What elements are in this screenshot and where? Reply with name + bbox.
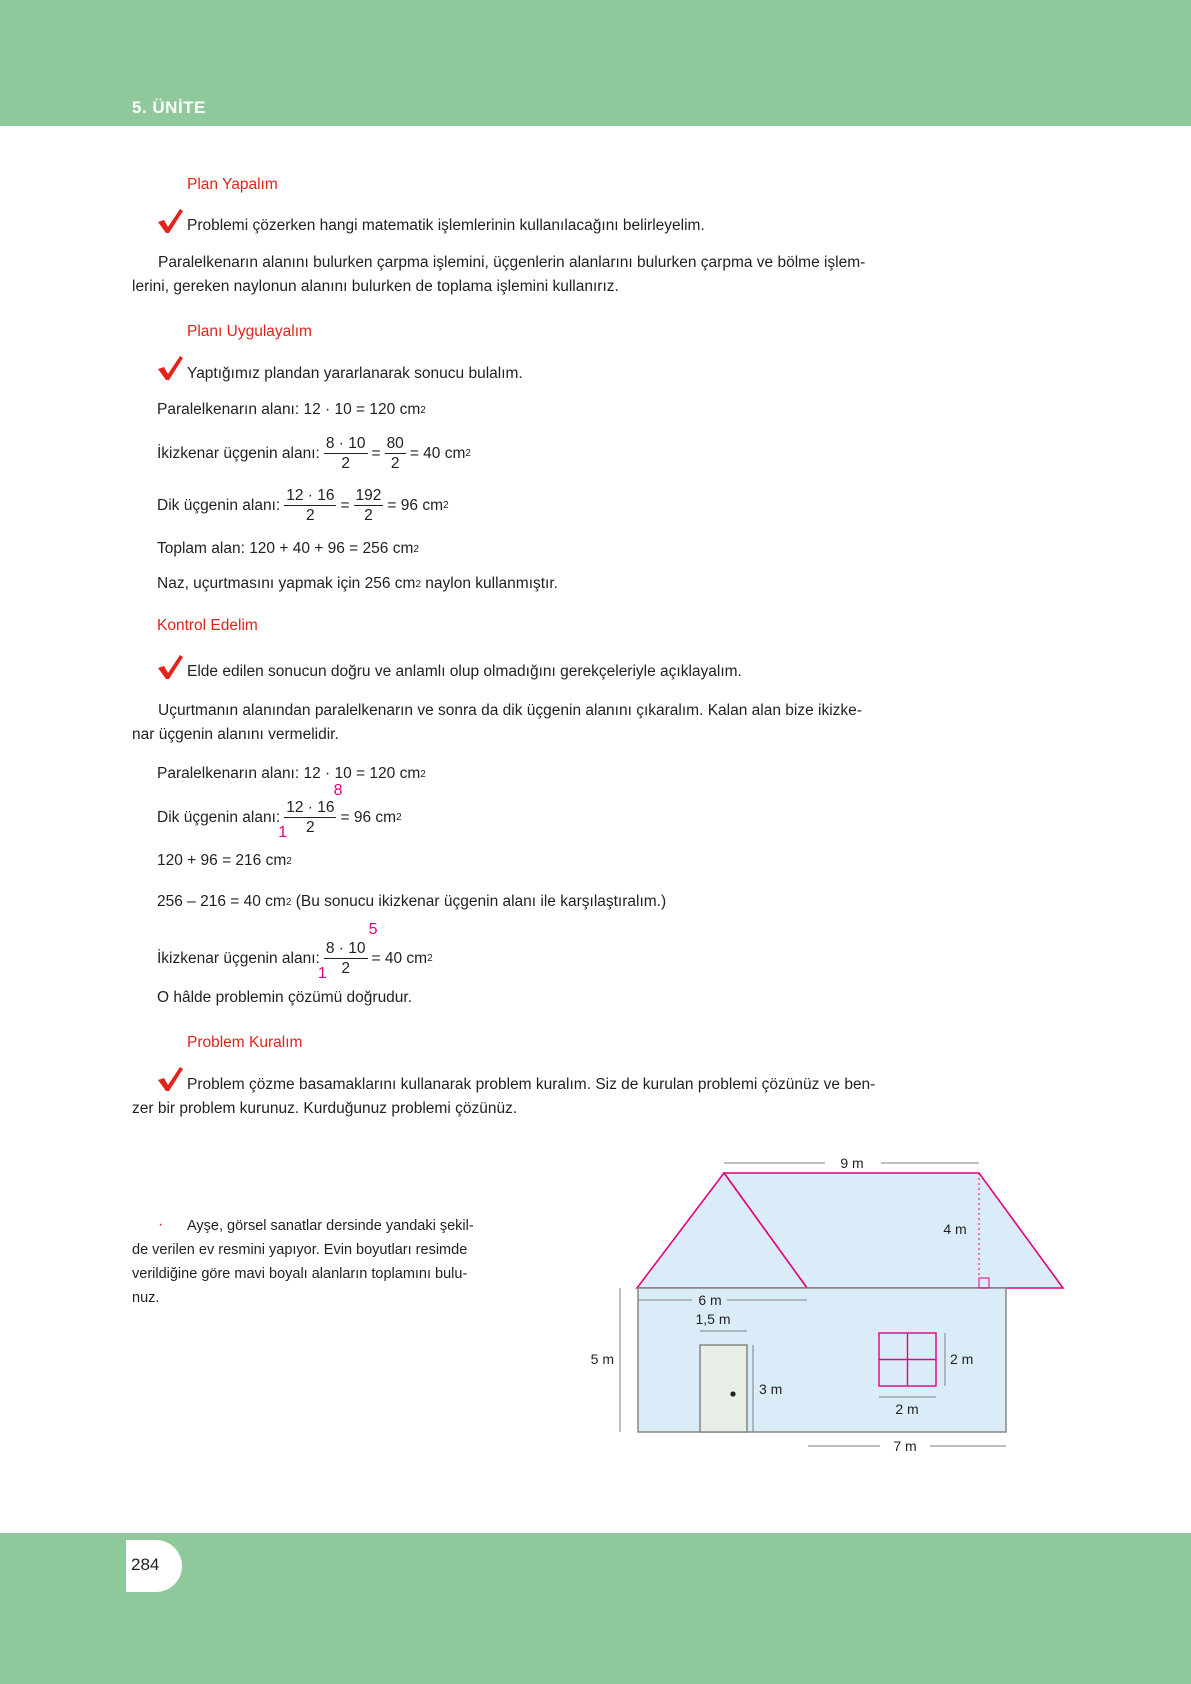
label-window-width: 2 m [895, 1401, 919, 1417]
sup: 2 [427, 953, 433, 964]
sup: 2 [443, 500, 449, 511]
unit-label: 5. ÜNİTE [132, 98, 206, 117]
label-wall-width: 7 m [893, 1438, 917, 1454]
check-heading: Kontrol Edelim [157, 617, 258, 634]
right-label: Dik üçgenin alanı: [157, 496, 281, 514]
plan-paragraph-line-2: lerini, gereken naylonun alanını bulurken de toplama işlemini kullanırız. [132, 278, 619, 295]
create-check-line-1: Problem çözme basamaklarını kullanarak problem kuralım. Siz de kurulan problemi çözünüz ve ben- [187, 1076, 876, 1093]
sup: 2 [286, 855, 292, 867]
sup: 2 [413, 543, 419, 555]
check-paragraph-line-1: Uçurtmanın alanından paralelkenarın ve sonra da dik üçgenin alanını çıkaralım. Kalan alan bize ikizke- [158, 702, 862, 719]
result: = 40 cm [409, 444, 466, 462]
label-window-height: 2 m [950, 1351, 974, 1367]
isosceles-label: İkizkenar üçgenin alanı: [157, 444, 320, 462]
problem-line-3: verildiğine göre mavi boyalı alanların toplamını bulu- [132, 1266, 468, 1282]
denominator: 2 [390, 455, 400, 472]
cancel-bottom: 1 [317, 965, 327, 982]
diff-a: 256 – 216 = 40 cm [157, 893, 286, 910]
equals: = [340, 496, 350, 514]
right-label: Dik üçgenin alanı: [157, 808, 281, 826]
check-conclusion: O hâlde problemin çözümü doğrudur. [157, 989, 413, 1006]
door [700, 1345, 747, 1432]
label-roof-height: 4 m [943, 1221, 967, 1237]
check-check-text: Elde edilen sonucun doğru ve anlamlı olup olmadığını gerekçeleriyle açıklayalım. [187, 663, 742, 680]
numerator: 8 · 10 [325, 435, 366, 452]
conclusion-a: Naz, uçurtmasını yapmak için 256 cm [157, 575, 416, 592]
diff-b: (Bu sonucu ikizkenar üçgenin alanı ile karşılaştıralım.) [291, 893, 667, 910]
label-triangle-base: 6 m [698, 1292, 722, 1308]
apply-check-text: Yaptığımız plandan yararlanarak sonucu bulalım. [187, 365, 523, 382]
numerator: 192 [355, 487, 382, 504]
cancel-top: 5 [368, 921, 378, 938]
page-number: 284 [131, 1555, 160, 1574]
numerator: 8 · 10 [325, 940, 366, 957]
sup: 2 [396, 812, 402, 823]
bullet: · [158, 1216, 164, 1233]
cancel-top: 8 [333, 782, 343, 799]
sup: 2 [415, 578, 421, 590]
numerator: 80 [386, 435, 404, 452]
result: = 96 cm [340, 808, 397, 826]
numerator: 12 · 16 [286, 799, 335, 816]
equals: = [371, 444, 381, 462]
label-wall-height: 5 m [590, 1351, 614, 1367]
denominator: 2 [306, 819, 315, 836]
check-paragraph-line-2: nar üçgenin alanını vermelidir. [132, 726, 339, 743]
label-door-width: 1,5 m [695, 1311, 731, 1327]
line1: Paralelkenarın alanı: 12 · 10 = 120 cm [157, 765, 421, 782]
sup: 2 [465, 448, 471, 459]
apply-line1: Paralelkenarın alanı: 12 · 10 = 120 cm [157, 401, 421, 418]
result: = 96 cm [387, 496, 443, 514]
sum: 120 + 96 = 216 cm [157, 852, 287, 869]
sup: 2 [420, 768, 426, 780]
denominator: 2 [364, 507, 373, 524]
create-check-line-2: zer bir problem kurunuz. Kurduğunuz problemi çözünüz. [132, 1100, 518, 1117]
denominator: 2 [306, 507, 315, 524]
problem-line-2: de verilen ev resmini yapıyor. Evin boyutları resimde [132, 1242, 468, 1258]
sup: 2 [420, 404, 426, 416]
apply-heading: Planı Uygulayalım [187, 323, 312, 340]
label-door-height: 3 m [759, 1381, 783, 1397]
plan-heading: Plan Yapalım [187, 176, 278, 193]
door-knob [730, 1391, 735, 1396]
create-heading: Problem Kuralım [187, 1034, 303, 1051]
plan-check-text: Problemi çözerken hangi matematik işlemlerinin kullanılacağını belirleyelim. [187, 217, 705, 234]
numerator: 12 · 16 [286, 487, 335, 504]
denominator: 2 [341, 960, 350, 977]
problem-line-1: Ayşe, görsel sanatlar dersinde yandaki şekil- [187, 1218, 474, 1234]
iso-label: İkizkenar üçgenin alanı: [157, 949, 320, 967]
cancel-bottom: 1 [278, 824, 288, 841]
problem-line-4: nuz. [132, 1290, 160, 1306]
sup: 2 [285, 896, 292, 908]
conclusion-b: naylon kullanmıştır. [421, 575, 558, 592]
result: = 40 cm [371, 949, 428, 967]
total: Toplam alan: 120 + 40 + 96 = 256 cm [157, 540, 414, 557]
label-roof-width: 9 m [840, 1155, 864, 1171]
denominator: 2 [341, 455, 350, 472]
plan-paragraph-line-1: Paralelkenarın alanını bulurken çarpma işlemini, üçgenlerin alanlarını bulurken çarpma ve bölme işlem- [158, 254, 866, 271]
